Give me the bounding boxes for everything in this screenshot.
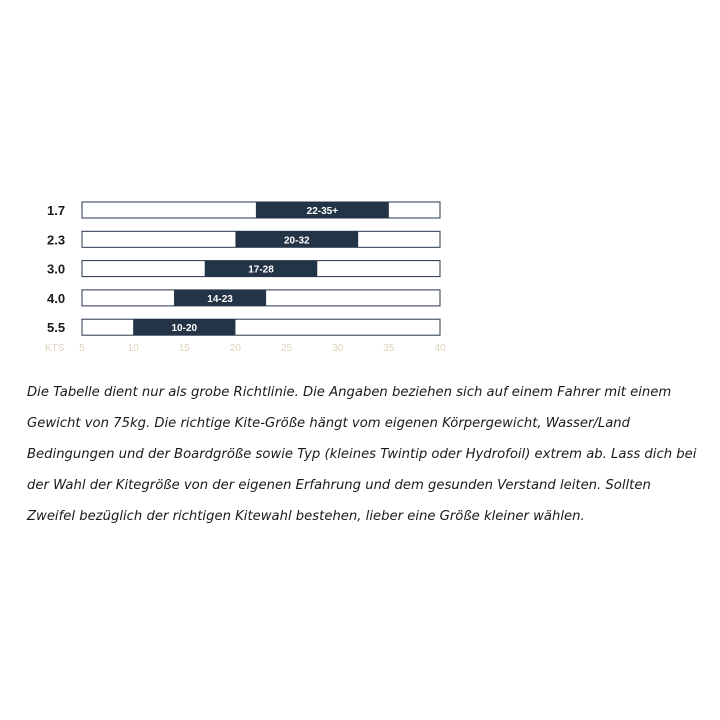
x-tick-label: 40 (434, 343, 446, 354)
row-label-kite-size: 2.3 (47, 232, 66, 248)
row-label-kite-size: 5.5 (47, 320, 66, 336)
x-tick-label: 20 (229, 343, 241, 354)
x-tick-label: 25 (281, 343, 293, 354)
row-label-kite-size: 4.0 (47, 290, 66, 306)
wind-range-label: 14-23 (207, 293, 233, 305)
x-tick-label: 35 (383, 343, 395, 354)
x-tick-label: 30 (332, 343, 344, 354)
row-label-kite-size: 1.7 (47, 203, 66, 218)
wind-range-label: 17-28 (248, 264, 274, 276)
x-tick-label: 10 (127, 343, 139, 354)
x-axis-label: KTS (45, 343, 65, 354)
wind-range-label: 20-32 (284, 235, 310, 247)
disclaimer-text: Die Tabelle dient nur als grobe Richtlinie. Die Angaben beziehen sich auf einem Fahrer mit einem Gewicht von 75kg. Die richtige Kite-Größe hängt vom eigenen Körpergewicht, Wasser/Land Bedingungen und der Boardgröße sowie Typ (kleines Twintip oder Hydrofoil) extrem ab. Lass dich bei der Wahl der Kitegröße von der eigenen Erfahrung und dem gesunden Verstand leiten. Sollten Zweifel bezüglich der richtigen Kitewahl bestehen, lieber eine Größe kleiner wählen. (27, 385, 697, 524)
row-label-kite-size: 3.0 (47, 261, 66, 277)
wind-range-label: 22-35+ (306, 206, 339, 217)
x-tick-label: 15 (178, 343, 190, 354)
x-tick-label: 5 (79, 343, 85, 354)
wind-range-label: 10-20 (171, 323, 198, 335)
